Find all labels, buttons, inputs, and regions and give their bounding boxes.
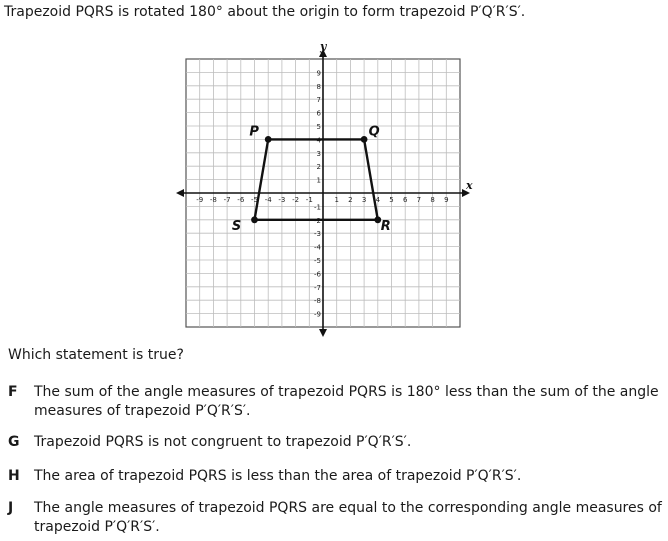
- x-tick-label: 3: [361, 196, 367, 204]
- y-tick-label: 9: [316, 69, 321, 78]
- y-axis-label: y: [320, 40, 327, 53]
- problem-statement: Trapezoid PQRS is rotated 180° about the origin to form trapezoid P′Q′R′S′.: [4, 4, 526, 20]
- x-axis-label: x: [466, 179, 473, 192]
- x-tick-label: -9: [196, 196, 204, 204]
- y-tick-label: 3: [316, 149, 321, 158]
- y-tick-label: -3: [314, 230, 321, 239]
- y-tick-label: -5: [314, 257, 321, 265]
- vertex-label-q: Q: [368, 124, 380, 140]
- x-tick-label: -6: [237, 196, 245, 204]
- choice-j[interactable]: [8, 499, 664, 537]
- y-tick-label: 5: [316, 123, 321, 131]
- choice-letter: G: [8, 434, 20, 450]
- y-tick-label: 8: [316, 82, 321, 91]
- y-tick-label: 4: [316, 136, 321, 145]
- vertex-label-s: S: [231, 218, 242, 234]
- x-tick-label: -1: [305, 196, 313, 204]
- choice-h[interactable]: [8, 467, 664, 486]
- choice-text: The angle measures of trapezoid PQRS are equal to the corresponding angle measures of trapezoid P′Q′R′S′.: [34, 500, 662, 535]
- x-tick-label: -3: [278, 196, 286, 204]
- x-tick-label: -5: [251, 196, 258, 204]
- choice-text: The area of trapezoid PQRS is less than the area of trapezoid P′Q′R′S′.: [34, 468, 522, 484]
- question-text: Which statement is true?: [8, 347, 184, 363]
- x-tick-label: 9: [444, 196, 449, 204]
- choice-letter: J: [8, 500, 14, 516]
- y-tick-label: -2: [314, 216, 321, 225]
- x-tick-label: 4: [375, 196, 381, 204]
- x-tick-label: 2: [348, 196, 353, 204]
- choice-text: Trapezoid PQRS is not congruent to trapezoid P′Q′R′S′.: [34, 434, 412, 450]
- x-tick-label: 6: [402, 196, 408, 204]
- x-tick-label: -2: [292, 196, 300, 204]
- x-axis-arrow-left: [176, 189, 184, 197]
- y-tick-label: -6: [314, 270, 321, 279]
- vertex-point-s: [251, 216, 258, 223]
- y-tick-label: 1: [316, 176, 321, 185]
- y-tick-label: -1: [314, 203, 321, 212]
- x-tick-label: 5: [389, 196, 394, 204]
- y-tick-label: 6: [316, 109, 321, 118]
- choice-letter: H: [8, 468, 20, 484]
- y-tick-label: -9: [314, 310, 321, 319]
- x-tick-label: 7: [416, 196, 422, 204]
- x-tick-label: 8: [430, 196, 435, 204]
- y-tick-label: 2: [316, 163, 321, 172]
- x-tick-label: -7: [223, 196, 231, 204]
- y-tick-label: -7: [314, 283, 321, 292]
- x-tick-label: -4: [264, 196, 272, 204]
- vertex-point-p: [265, 136, 272, 143]
- choice-letter: F: [8, 384, 18, 400]
- choice-f[interactable]: [8, 383, 664, 421]
- y-tick-label: -4: [314, 243, 321, 252]
- y-tick-label: -8: [314, 297, 321, 306]
- choice-text: The sum of the angle measures of trapezoid PQRS is 180° less than the sum of the angle measures of trapezoid P′Q′R′S′.: [34, 384, 659, 419]
- choice-g[interactable]: [8, 433, 664, 452]
- x-tick-label: -8: [209, 196, 217, 204]
- x-tick-label: 1: [334, 196, 339, 204]
- vertex-label-r: R: [380, 218, 391, 234]
- vertex-point-q: [361, 136, 368, 143]
- y-tick-label: 7: [316, 96, 321, 105]
- vertex-label-p: P: [249, 124, 259, 140]
- y-axis-arrow-down: [319, 329, 327, 337]
